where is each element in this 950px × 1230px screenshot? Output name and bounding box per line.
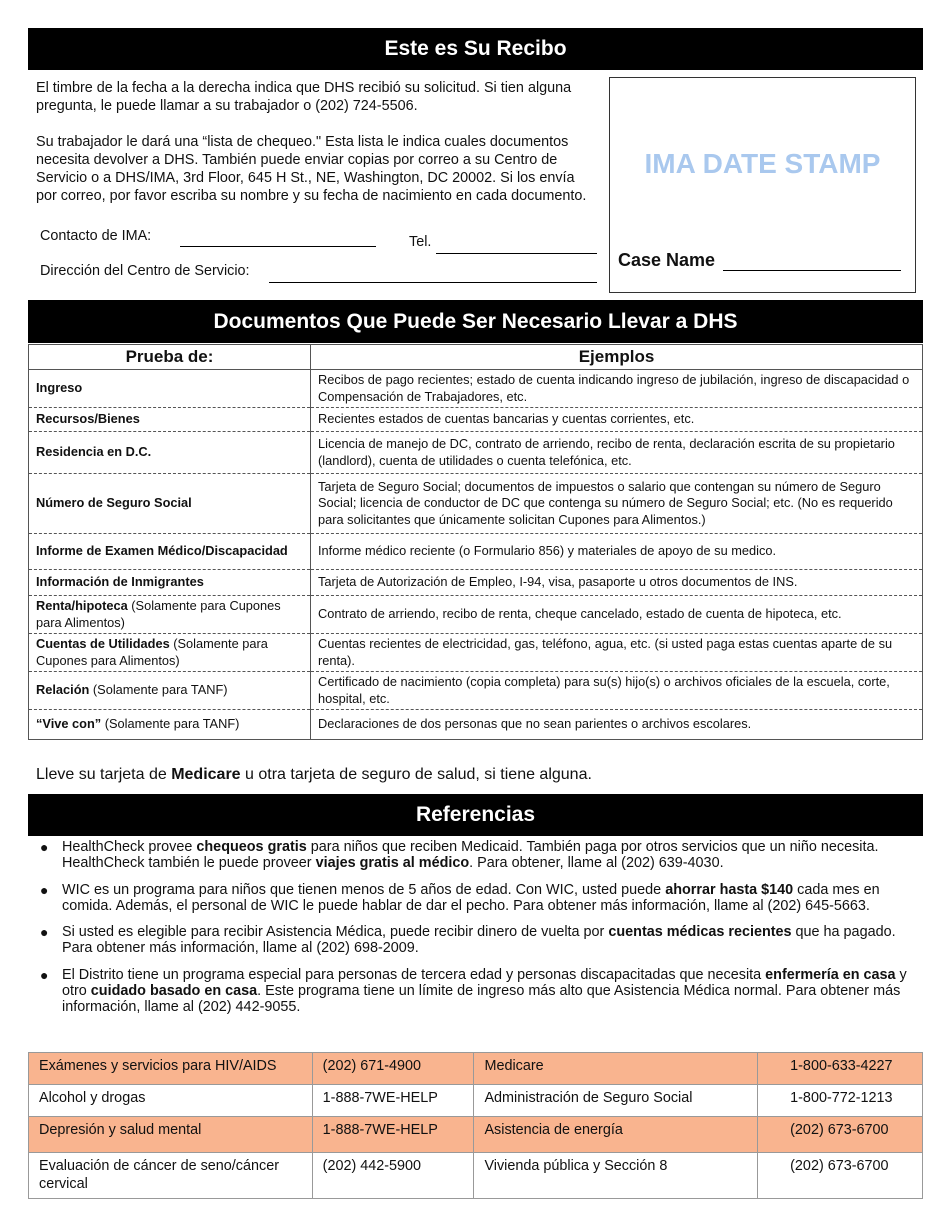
reference-text: Si usted es elegible para recibir Asistencia Médica, puede recibir dinero de vuelta por [62, 924, 609, 941]
reference-bold-text: cuentas médicas recientes [608, 924, 792, 941]
reference-text: HealthCheck provee [62, 839, 197, 855]
phone-number: 1-800-633-4227 [758, 1053, 923, 1085]
example-cell: Informe médico reciente (o Formulario 856) y materiales de apoyo de su medico. [311, 534, 923, 570]
phone-number: 1-888-7WE-HELP [312, 1085, 474, 1117]
proof-cell [29, 634, 311, 672]
reference-bold-text: enfermería en casa [765, 966, 896, 983]
proof-cell [29, 596, 311, 634]
reference-text: cada mes en comida. Además, el personal de WIC le puede hablar de dar el pecho. Para obtener más información, llame al (202) 645-5663. [62, 881, 880, 914]
reference-text: . Para obtener, llame al (202) 639-4030. [469, 855, 724, 872]
proof-title: Información de Inmigrantes [36, 574, 204, 590]
reference-text: . Este programa tiene un límite de ingreso más alto que Asistencia Médica normal. Para obtener más información, llame al (202) 442-9055. [62, 983, 901, 1016]
phone-row [29, 1085, 923, 1117]
proof-cell [29, 710, 311, 740]
proof-title: Ingreso [36, 380, 83, 396]
documents-row [29, 570, 923, 596]
contact-label: Contacto de IMA: [40, 228, 152, 244]
reference-text: para niños que reciben Medicaid. También paga por otros servicios que un niño necesita. HealthCheck también le puede proveer [62, 839, 879, 872]
documents-row [29, 474, 923, 534]
example-cell: Tarjeta de Seguro Social; documentos de impuestos o salario que contengan su número de Seguro Social; licencia de conductor de DC que contenga su número de Seguro Social; etc. (No es requerido para solicitantes que únicamente solicitan Cupones para Alimentos.) [311, 474, 923, 534]
proof-note: (Solamente para TANF) [89, 682, 228, 698]
medicare-note-pre: Lleve su tarjeta de [36, 766, 172, 783]
example-cell: Licencia de manejo de DC, contrato de arriendo, recibo de renta, declaración escrita de su propietario (landlord), cuenta de utilidades o cuenta telefónica, etc. [311, 432, 923, 474]
service-name: Evaluación de cáncer de seno/cáncer cervical [29, 1153, 313, 1199]
bullet-icon: ● [40, 881, 49, 898]
service-name: Depresión y salud mental [29, 1117, 313, 1153]
reference-text: y otro [62, 966, 907, 1000]
proof-title: Recursos/Bienes [36, 411, 140, 427]
documents-row [29, 534, 923, 570]
phone-row [29, 1053, 923, 1085]
medicare-note-post: u otra tarjeta de seguro de salud, si tiene alguna. [240, 766, 592, 783]
bullet-icon: ● [40, 966, 49, 983]
bullet-icon: ● [40, 924, 49, 941]
reference-text: que ha pagado. Para obtener más información, llame al (202) 698-2009. [62, 924, 896, 957]
service-name: Exámenes y servicios para HIV/AIDS [29, 1053, 313, 1085]
example-cell: Recibos de pago recientes; estado de cuenta indicando ingreso de jubilación, ingreso de discapacidad o Compensación de Trabajadores, etc. [311, 370, 923, 408]
date-stamp-text: IMA DATE STAMP [644, 148, 881, 179]
proof-title: Renta/hipoteca [36, 598, 128, 613]
medicare-note [36, 766, 592, 784]
bullet-icon: ● [40, 839, 49, 855]
phone-number: (202) 673-6700 [758, 1153, 923, 1199]
col-proof-header: Prueba de: [29, 345, 311, 370]
phone-number: (202) 671-4900 [312, 1053, 474, 1085]
case-name-label: Case Name [618, 250, 716, 270]
proof-note: (Solamente para Cupones para Alimentos) [36, 598, 281, 630]
phone-directory-table [28, 1052, 923, 1199]
documents-row [29, 596, 923, 634]
service-name: Administración de Seguro Social [474, 1085, 758, 1117]
phone-number: 1-888-7WE-HELP [312, 1117, 474, 1153]
reference-bold-text: cuidado basado en casa [90, 983, 258, 1000]
proof-title: Relación [36, 682, 90, 698]
proof-title: Cuentas de Utilidades [36, 636, 170, 651]
reference-text: El Distrito tiene un programa especial para personas de tercera edad y personas discapacitadas que necesita [62, 966, 766, 983]
phone-number: (202) 673-6700 [758, 1117, 923, 1153]
documents-row [29, 672, 923, 710]
receipt-heading: Este es Su Recibo [28, 28, 923, 70]
service-name: Medicare [474, 1053, 758, 1085]
reference-item [40, 967, 920, 1016]
references-heading: Referencias [28, 794, 923, 836]
receipt-checklist-text: Su trabajador le dará una “lista de chequeo." Esta lista le indica cuales documentos necesita devolver a DHS. También puede enviar copias por correo a su Centro de Servicio o a DHS/IMA, 3rd Floor, 645 H St., NE, Washington, DC 20002. Si los envía por correo, por favor escriba su nombre y su fecha de nacimiento en cada documento. [36, 134, 587, 204]
service-name: Asistencia de energía [474, 1117, 758, 1153]
example-cell: Contrato de arriendo, recibo de renta, cheque cancelado, estado de cuenta de hipoteca, etc. [311, 596, 923, 634]
proof-cell [29, 474, 311, 534]
documents-row [29, 634, 923, 672]
tel-label: Tel. [409, 234, 432, 250]
col-examples-header: Ejemplos [311, 345, 923, 370]
proof-note: (Solamente para TANF) [101, 716, 240, 732]
reference-item [40, 924, 920, 957]
reference-item [40, 839, 920, 872]
proof-title: “Vive con” [36, 716, 102, 732]
reference-bold-text: ahorrar hasta $140 [665, 881, 794, 898]
phone-number: (202) 442-5900 [312, 1153, 474, 1199]
proof-cell [29, 408, 311, 432]
receipt-intro-text: El timbre de la fecha a la derecha indica que DHS recibió su solicitud. Si tien alguna pregunta, le puede llamar a su trabajador o (202) 724-5506. [36, 80, 572, 114]
example-cell: Certificado de nacimiento (copia completa) para su(s) hijo(s) o archivos oficiales de la escuela, corte, hospital, etc. [311, 672, 923, 710]
documents-row [29, 408, 923, 432]
example-cell: Recientes estados de cuentas bancarias y cuentas corrientes, etc. [311, 408, 923, 432]
phone-row [29, 1153, 923, 1199]
phone-row [29, 1117, 923, 1153]
proof-title: Residencia en D.C. [36, 444, 152, 460]
example-cell: Declaraciones de dos personas que no sean parientes o archivos escolares. [311, 710, 923, 740]
reference-bold-text: viajes gratis al médico [315, 855, 470, 872]
case-name-field[interactable] [723, 270, 901, 271]
date-stamp-box [609, 77, 916, 293]
proof-cell [29, 672, 311, 710]
documents-heading: Documentos Que Puede Ser Necesario Llevar a DHS [28, 300, 923, 343]
address-field[interactable] [269, 282, 597, 283]
reference-text: WIC es un programa para niños que tienen menos de 5 años de edad. Con WIC, usted puede [62, 881, 666, 898]
example-cell: Tarjeta de Autorización de Empleo, I-94, visa, pasaporte u otros documentos de INS. [311, 570, 923, 596]
documents-row [29, 710, 923, 740]
proof-cell [29, 370, 311, 408]
reference-bold-text: chequeos gratis [196, 839, 307, 855]
proof-title: Informe de Examen Médico/Discapacidad [36, 543, 288, 559]
medicare-note-bold: Medicare [171, 766, 241, 783]
proof-cell [29, 432, 311, 474]
tel-field[interactable] [436, 253, 597, 254]
service-name: Alcohol y drogas [29, 1085, 313, 1117]
address-label: Dirección del Centro de Servicio: [40, 263, 250, 279]
contact-field[interactable] [180, 246, 376, 247]
phone-number: 1-800-772-1213 [758, 1085, 923, 1117]
proof-cell [29, 534, 311, 570]
reference-item [40, 882, 920, 915]
documents-table [28, 344, 923, 740]
proof-cell [29, 570, 311, 596]
service-name: Vivienda pública y Sección 8 [474, 1153, 758, 1199]
proof-title: Número de Seguro Social [36, 495, 192, 511]
documents-row [29, 370, 923, 408]
references-list [40, 839, 920, 1016]
documents-row [29, 432, 923, 474]
example-cell: Cuentas recientes de electricidad, gas, teléfono, agua, etc. (si usted paga estas cuentas aparte de su renta). [311, 634, 923, 672]
proof-note: (Solamente para Cupones para Alimentos) [36, 636, 268, 668]
